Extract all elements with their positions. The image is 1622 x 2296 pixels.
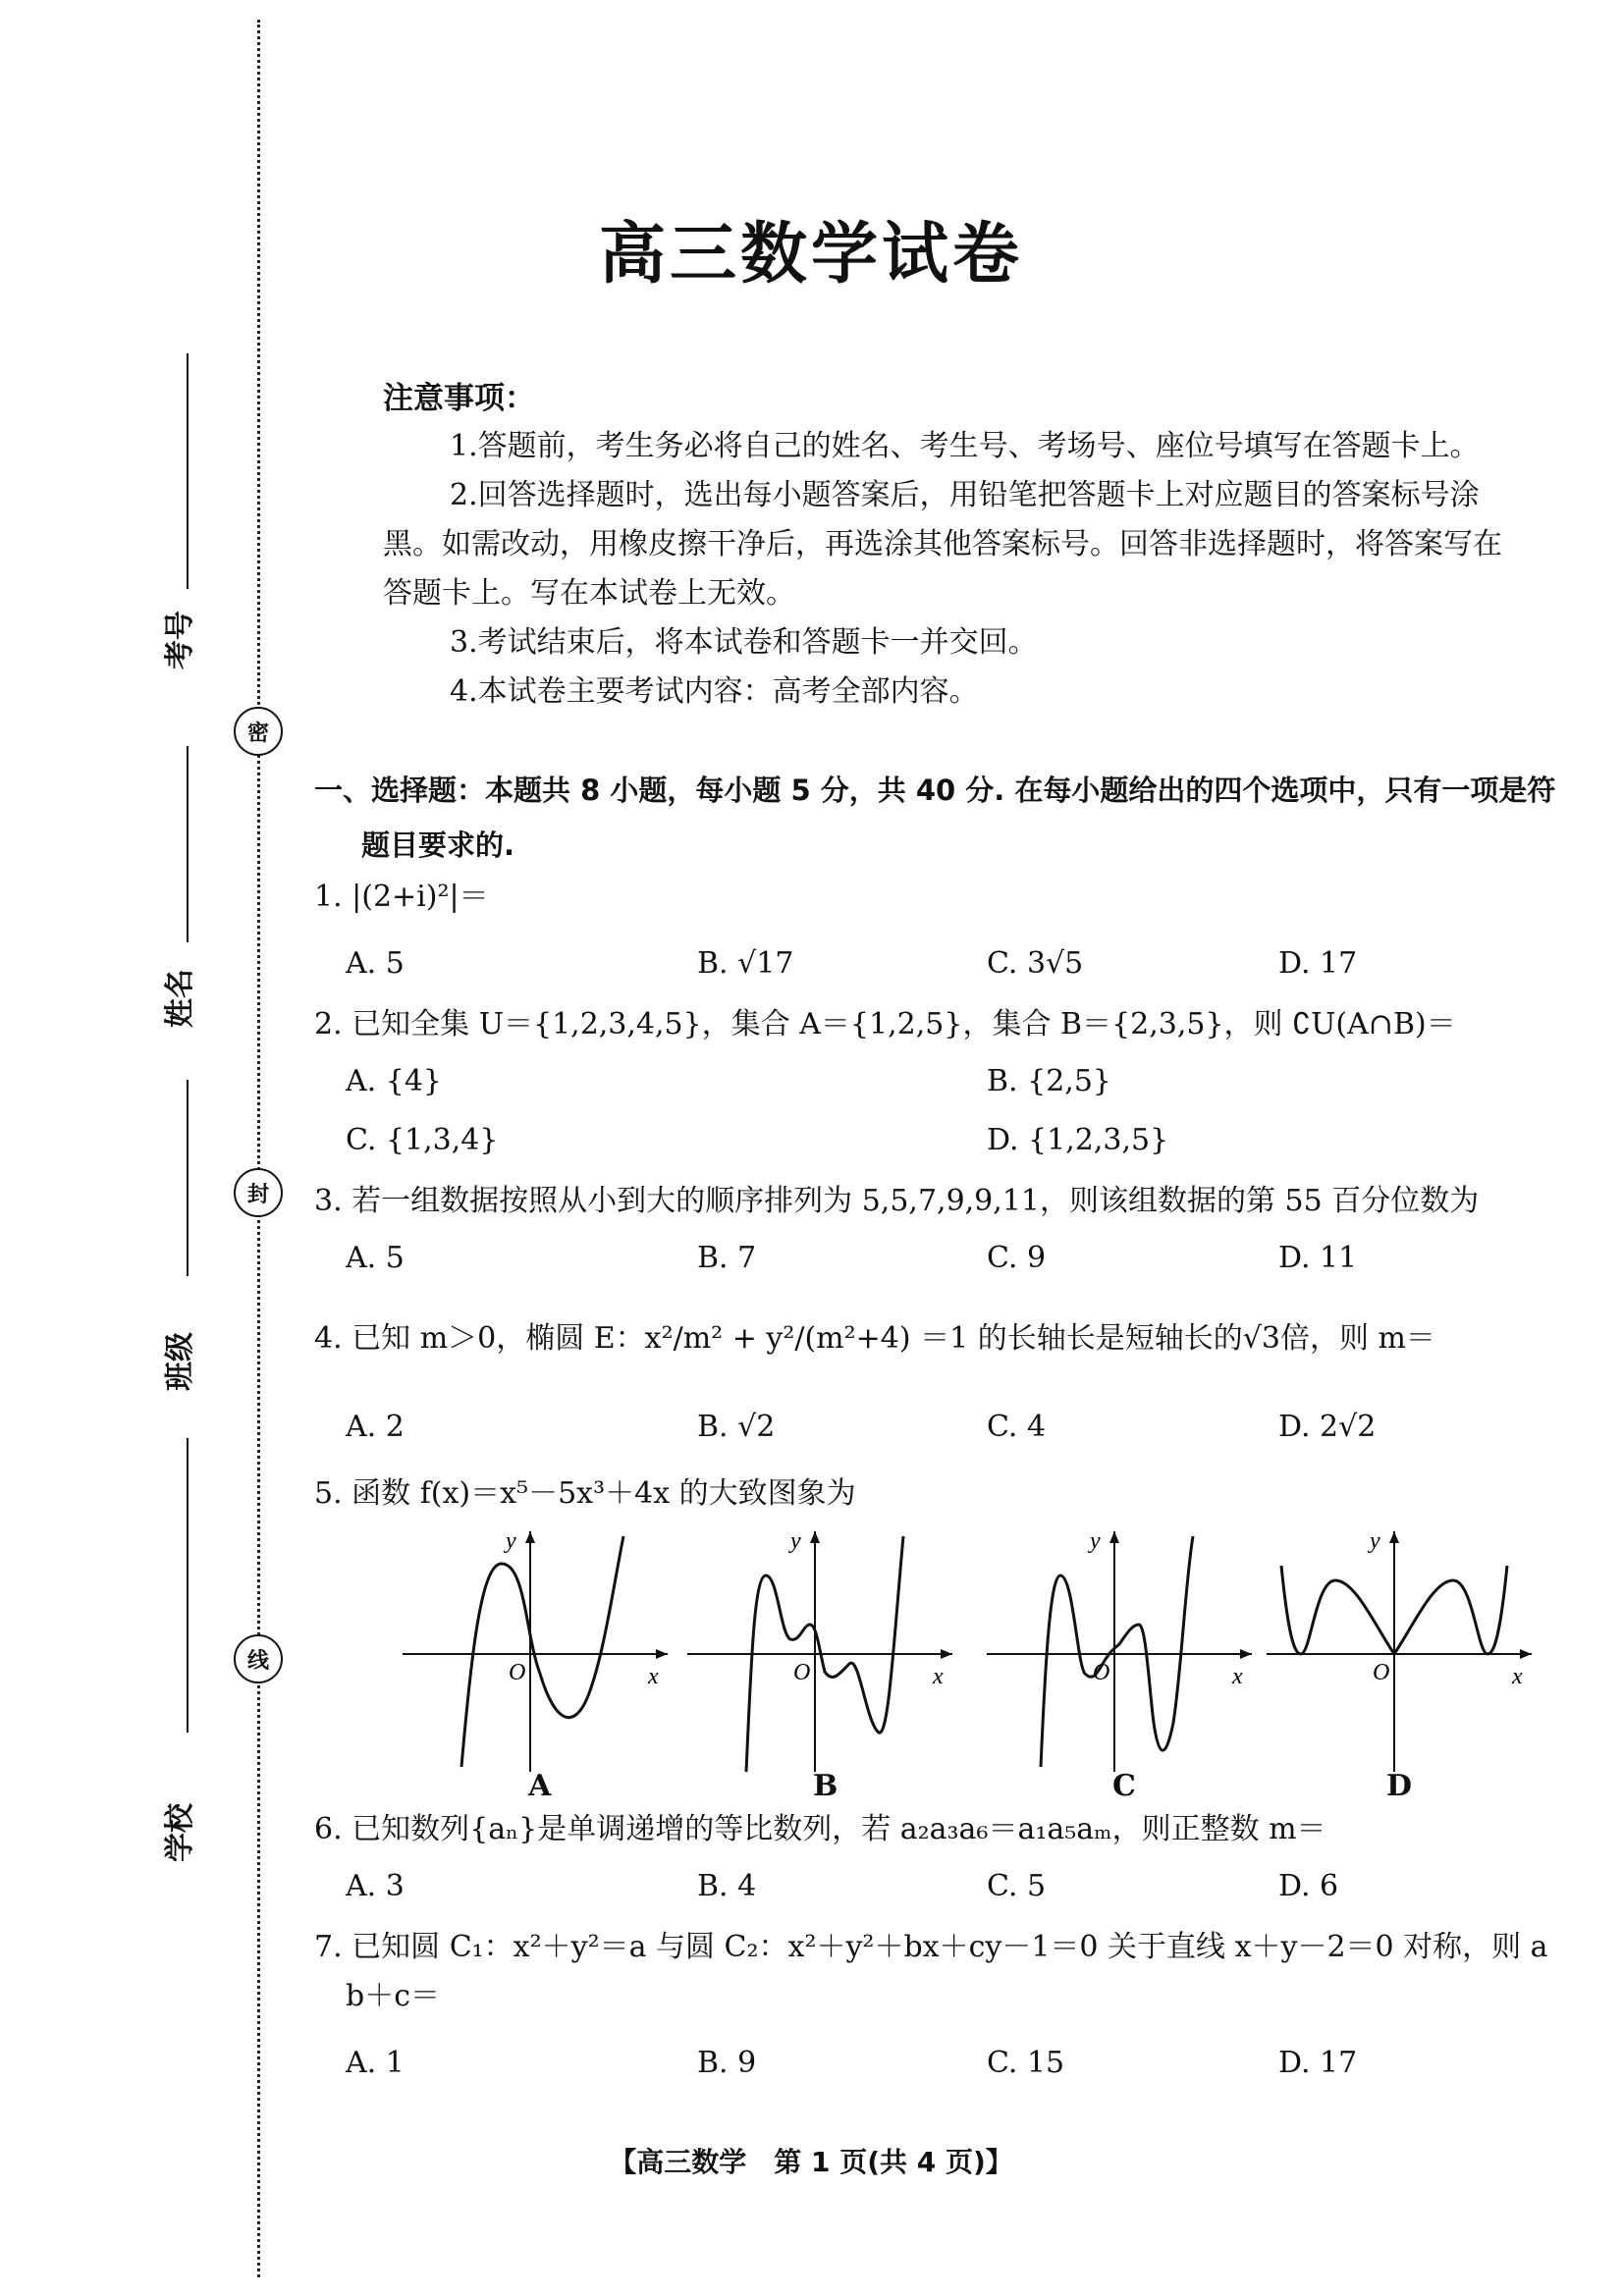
- dotted-cut-line: [257, 20, 260, 2277]
- curve-a: [461, 1536, 623, 1767]
- question-6-stem: 6. 已知数列{aₙ}是单调递增的等比数列，若 a₂a₃a₆＝a₁a₅aₘ，则正整数 m＝: [314, 1812, 1326, 1846]
- y-arrow-icon: [525, 1531, 535, 1543]
- q2-option-a: A. {4}: [346, 1064, 442, 1098]
- exam-number-blank: [187, 353, 189, 589]
- binding-strip: [0, 0, 285, 2296]
- question-4-stem: 4. 已知 m＞0，椭圆 E：x²/m² + y²/(m²+4) ＝1 的长轴长是短轴长的√3倍，则 m＝: [314, 1321, 1435, 1356]
- q7-option-a: A. 1: [346, 2046, 405, 2080]
- y-arrow-icon: [810, 1531, 820, 1543]
- x-arrow-icon: [1240, 1649, 1252, 1659]
- seal-feng: 封: [234, 1168, 283, 1217]
- y-arrow-icon: [1389, 1531, 1399, 1543]
- q3-option-d: D. 11: [1278, 1241, 1358, 1275]
- notice-item-3: 3.考试结束后，将本试卷和答题卡一并交回。: [450, 625, 1038, 660]
- y-label: y: [506, 1528, 516, 1554]
- graph-a: [403, 1526, 677, 1782]
- q7-option-b: B. 9: [697, 2046, 757, 2080]
- page-title: 高三数学试卷: [598, 216, 1023, 294]
- x-label: x: [1512, 1664, 1523, 1689]
- q7-option-d: D. 17: [1278, 2046, 1358, 2080]
- label-name: 姓名: [163, 969, 197, 1028]
- label-exam-number: 考号: [163, 611, 197, 669]
- q1-option-b: B. √17: [697, 946, 794, 981]
- x-arrow-icon: [656, 1649, 668, 1659]
- seal-xian: 线: [234, 1634, 283, 1683]
- curve-c: [1041, 1536, 1193, 1767]
- graph-c-label: C: [1112, 1769, 1136, 1803]
- q6-option-b: B. 4: [697, 1869, 757, 1903]
- graph-d-label: D: [1386, 1769, 1413, 1803]
- notice-item-2: 2.回答选择题时，选出每小题答案后，用铅笔把答题卡上对应题目的答案标号涂: [450, 478, 1480, 512]
- q6-option-a: A. 3: [346, 1869, 405, 1903]
- q7-option-c: C. 15: [987, 2046, 1065, 2080]
- name-blank: [187, 746, 189, 942]
- label-school: 学校: [163, 1803, 197, 1862]
- page-footer: 【高三数学 第 1 页(共 4 页)】: [609, 2146, 1013, 2178]
- notice-item-1: 1.答题前，考生务必将自己的姓名、考生号、考场号、座位号填写在答题卡上。: [450, 429, 1480, 463]
- x-arrow-icon: [1520, 1649, 1532, 1659]
- q4-option-c: C. 4: [987, 1410, 1047, 1444]
- q3-option-a: A. 5: [346, 1241, 405, 1275]
- x-label: x: [648, 1664, 659, 1689]
- y-label: y: [790, 1528, 801, 1554]
- q1-option-a: A. 5: [346, 946, 405, 981]
- q1-option-d: D. 17: [1278, 946, 1358, 981]
- label-class: 班级: [163, 1332, 197, 1391]
- origin-label: O: [793, 1660, 811, 1685]
- q6-option-d: D. 6: [1278, 1869, 1339, 1903]
- y-label: y: [1370, 1528, 1380, 1554]
- origin-label: O: [1373, 1660, 1390, 1685]
- question-7-stem: 7. 已知圆 C₁：x²＋y²＝a 与圆 C₂：x²＋y²＋bx＋cy－1＝0 关于直线 x＋y－2＝0 对称，则 a: [314, 1930, 1548, 1964]
- notice-item-4: 4.本试卷主要考试内容：高考全部内容。: [450, 674, 979, 709]
- section-heading-cont: 题目要求的.: [361, 828, 515, 862]
- notice-item-2-cont: 黑。如需改动，用橡皮擦干净后，再选涂其他答案标号。回答非选择题时，将答案写在: [383, 527, 1502, 561]
- graph-a-label: A: [528, 1769, 552, 1803]
- origin-label: O: [1093, 1660, 1110, 1685]
- x-arrow-icon: [941, 1649, 952, 1659]
- q6-option-c: C. 5: [987, 1869, 1047, 1903]
- x-label: x: [933, 1664, 944, 1689]
- graph-c: [987, 1526, 1262, 1782]
- q4-option-d: D. 2√2: [1278, 1410, 1377, 1444]
- question-3-stem: 3. 若一组数据按照从小到大的顺序排列为 5,5,7,9,9,11，则该组数据的第 55 百分位数为: [314, 1184, 1480, 1218]
- question-7-stem-cont: b＋c＝: [346, 1979, 441, 2013]
- q2-option-b: B. {2,5}: [987, 1064, 1112, 1098]
- q2-option-c: C. {1,3,4}: [346, 1123, 499, 1157]
- x-label: x: [1232, 1664, 1243, 1689]
- q1-option-c: C. 3√5: [987, 946, 1084, 981]
- origin-label: O: [509, 1660, 526, 1685]
- section-heading: 一、选择题：本题共 8 小题，每小题 5 分，共 40 分. 在每小题给出的四个选项中，只有一项是符: [314, 774, 1556, 807]
- school-blank: [187, 1438, 189, 1733]
- question-1-stem: 1. |(2+i)²|＝: [314, 880, 489, 914]
- y-label: y: [1090, 1528, 1101, 1554]
- q2-option-d: D. {1,2,3,5}: [987, 1123, 1169, 1157]
- seal-mi: 密: [234, 707, 283, 756]
- q4-option-b: B. √2: [697, 1410, 776, 1444]
- graph-d: [1267, 1526, 1541, 1782]
- y-arrow-icon: [1109, 1531, 1119, 1543]
- graph-b: [687, 1526, 962, 1782]
- notice-item-2-cont2: 答题卡上。写在本试卷上无效。: [383, 576, 795, 611]
- q3-option-c: C. 9: [987, 1241, 1047, 1275]
- notice-heading: 注意事项：: [383, 381, 535, 416]
- q3-option-b: B. 7: [697, 1241, 757, 1275]
- question-2-stem: 2. 已知全集 U＝{1,2,3,4,5}，集合 A＝{1,2,5}，集合 B＝{2,3,5}，则 ∁U(A∩B)＝: [314, 1007, 1456, 1041]
- q4-option-a: A. 2: [346, 1410, 405, 1444]
- question-5-stem: 5. 函数 f(x)＝x⁵－5x³＋4x 的大致图象为: [314, 1476, 856, 1511]
- class-blank: [187, 1080, 189, 1276]
- graph-b-label: B: [813, 1769, 838, 1803]
